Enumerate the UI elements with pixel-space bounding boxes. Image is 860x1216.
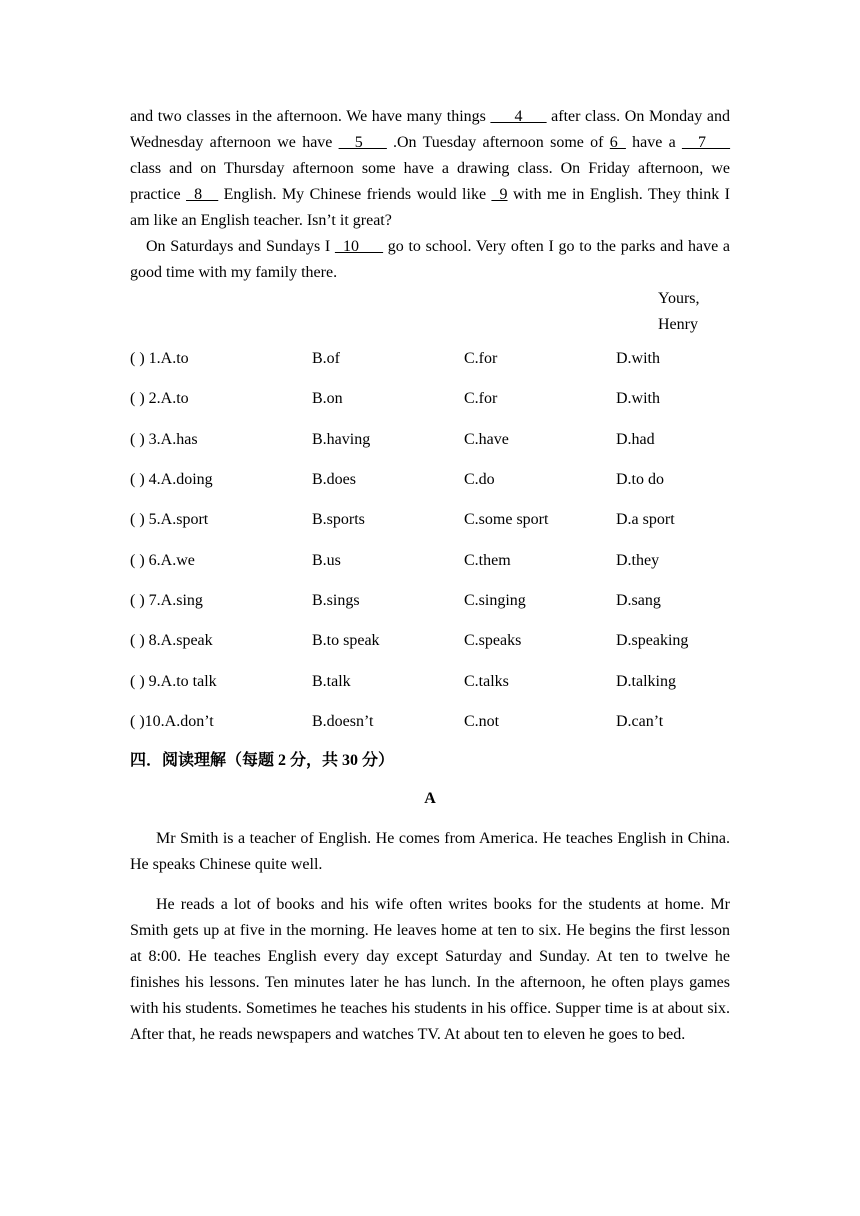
option-b: B.sings	[312, 591, 360, 609]
option-b: B.sports	[312, 511, 365, 529]
option-c: C.for	[464, 350, 498, 368]
question-option-a: ( ) 1.A.to	[130, 350, 189, 368]
question-row-9	[130, 661, 730, 701]
question-option-a: ( ) 9.A.to talk	[130, 672, 217, 690]
passage-title: A	[424, 789, 436, 807]
text: with me in English. They think I am like an English teacher. Isn’t it great?	[130, 186, 730, 229]
option-c: C.them	[464, 551, 511, 569]
option-b: B.doesn’t	[312, 712, 374, 730]
question-row-10	[130, 702, 730, 742]
question-row-7	[130, 581, 730, 621]
option-b: B.on	[312, 390, 343, 408]
option-b: B.does	[312, 471, 356, 489]
option-d: D.with	[616, 390, 660, 408]
text: have a	[625, 134, 682, 151]
option-c: C.some sport	[464, 511, 549, 529]
option-c: C.talks	[464, 672, 509, 690]
letter-signature: Henry	[658, 316, 698, 333]
question-row-8	[130, 621, 730, 661]
blank-9: _9	[491, 186, 508, 203]
text: and two classes in the afternoon. We have many things	[130, 108, 491, 125]
text: On Saturdays and Sundays I	[146, 238, 336, 255]
option-c: C.singing	[464, 591, 526, 609]
question-row-3	[130, 420, 730, 460]
option-c: C.speaks	[464, 632, 522, 650]
text: class and on Thursday afternoon some have a drawing class. On Friday afternoon, we practice	[130, 160, 730, 203]
question-row-2	[130, 379, 730, 419]
option-d: D.to do	[616, 471, 664, 489]
options-list	[130, 339, 730, 742]
option-c: C.not	[464, 712, 500, 730]
blank-10: _10___	[335, 238, 384, 255]
option-d: D.speaking	[616, 632, 689, 650]
option-c: C.do	[464, 471, 495, 489]
option-d: D.can’t	[616, 712, 664, 730]
text: go to school. Very often I go to the parks and have a good time with my family there.	[130, 238, 731, 281]
option-b: B.talk	[312, 672, 351, 690]
option-b: B.us	[312, 551, 341, 569]
blank-6: 6_	[609, 134, 626, 151]
text: after class. On Monday and Wednesday afternoon we have	[130, 108, 731, 151]
text: English. My Chinese friends would like	[218, 186, 492, 203]
section-heading: 四．阅读理解（每题 2 分，共 30 分）	[130, 751, 395, 769]
option-d: D.they	[616, 551, 660, 569]
option-b: B.of	[312, 350, 340, 368]
option-d: D.sang	[616, 591, 661, 609]
question-option-a: ( ) 3.A.has	[130, 430, 198, 448]
question-option-a: ( )10.A.don’t	[130, 712, 214, 730]
blank-4: ___4___	[490, 108, 547, 125]
reading-paragraph-2: He reads a lot of books and his wife often writes books for the students at home. Mr Smith gets up at five in the morning. He leaves home at ten to six. He begins the first lesson at 8:00. He teaches English every day except Saturday and Sunday. At ten to twelve he finishes his lessons. Ten minutes later he has lunch. In the afternoon, he often plays games with his students. Sometimes he teaches his students in his office. Supper time is at about six. After that, he reads newspapers and watches TV. At about ten to eleven he goes to bed.	[130, 895, 730, 1043]
option-b: B.having	[312, 430, 371, 448]
question-option-a: ( ) 5.A.sport	[130, 511, 209, 529]
option-d: D.talking	[616, 672, 676, 690]
question-row-1	[130, 339, 730, 379]
question-row-6	[130, 540, 730, 580]
question-option-a: ( ) 4.A.doing	[130, 471, 213, 489]
question-option-a: ( ) 8.A.speak	[130, 632, 213, 650]
question-option-a: ( ) 7.A.sing	[130, 591, 203, 609]
option-c: C.have	[464, 430, 509, 448]
question-option-a: ( ) 2.A.to	[130, 390, 189, 408]
option-b: B.to speak	[312, 632, 380, 650]
letter-paragraph-1	[130, 104, 730, 234]
question-row-4	[130, 460, 730, 500]
blank-7: __7___	[682, 134, 730, 151]
option-d: D.had	[616, 430, 655, 448]
option-d: D.with	[616, 350, 660, 368]
option-c: C.for	[464, 390, 498, 408]
blank-5: __5___	[338, 134, 387, 151]
blank-8: _8__	[186, 186, 219, 203]
option-d: D.a sport	[616, 511, 675, 529]
question-row-5	[130, 500, 730, 540]
letter-closing: Yours,	[658, 290, 700, 307]
letter-paragraph-2	[130, 234, 730, 286]
text: .On Tuesday afternoon some of	[386, 134, 610, 151]
question-option-a: ( ) 6.A.we	[130, 551, 195, 569]
reading-paragraph-1: Mr Smith is a teacher of English. He comes from America. He teaches English in China. He speaks Chinese quite well.	[130, 829, 730, 873]
document-page	[130, 104, 730, 1048]
